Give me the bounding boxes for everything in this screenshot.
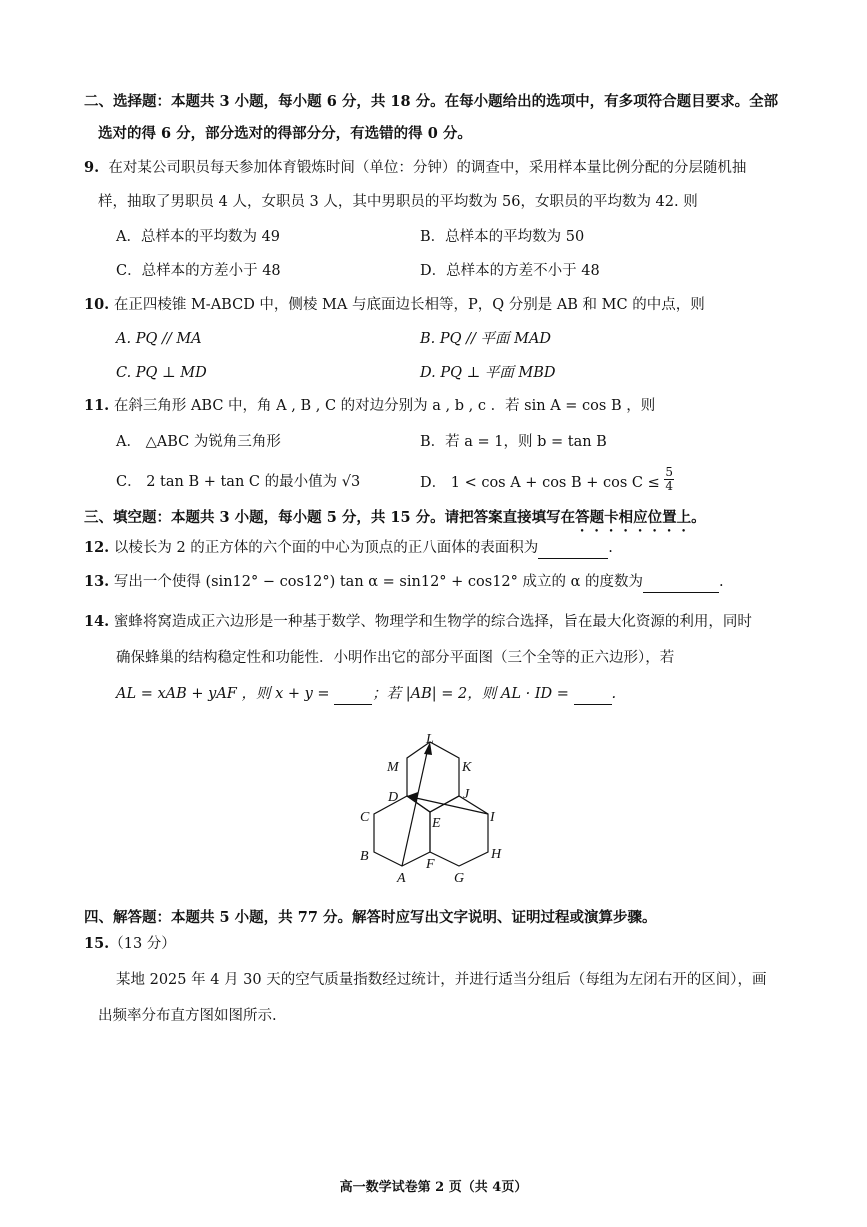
q13-line — [84, 572, 724, 593]
q9-option-b: B．总样本的平均数为 50 — [420, 229, 585, 245]
q14-line1 — [84, 612, 752, 632]
fraction-numerator: 5 — [665, 465, 673, 479]
q13-number: 13. — [84, 573, 110, 590]
q11-number: 11. — [84, 397, 110, 414]
q9-stem1: 在对某公司职员每天参加体育锻炼时间（单位：分钟）的调查中，采用样本量比例分配的分层随机抽 — [108, 160, 747, 176]
q13-blank[interactable] — [643, 572, 719, 593]
q9-stem-line2: 样，抽取了男职员 4 人，女职员 3 人，其中男职员的平均数为 56，女职员的平均数为 42. 则 — [98, 194, 698, 210]
label-j: J — [463, 787, 470, 802]
q11-option-d — [420, 466, 674, 493]
section4-heading: 四、解答题：本题共 5 小题，共 77 分。解答时应写出文字说明、证明过程或演算步骤。 — [84, 909, 657, 926]
q10-option-d: D. PQ ⊥ 平面 MBD — [420, 365, 556, 381]
section2-heading-line1: 二、选择题：本题共 3 小题，每小题 6 分，共 18 分。在每小题给出的选项中，有多项符合题目要求。全部 — [84, 93, 779, 110]
q15-score: （13 分） — [109, 936, 176, 952]
q11-option-c: C． 2 tan B + tan C 的最小值为 √3 — [116, 474, 361, 490]
label-h: H — [491, 847, 502, 862]
q9-option-d: D．总样本的方差不小于 48 — [420, 263, 600, 279]
q10-stem-line — [84, 295, 705, 315]
q14-stem3b: ；若 |AB| = 2，则 AL · ID = — [372, 686, 569, 702]
q15-number: 15. — [84, 935, 110, 952]
q14-blank2[interactable] — [574, 684, 612, 705]
label-m: M — [387, 760, 399, 775]
vector-al — [402, 748, 428, 866]
q12-blank[interactable] — [538, 538, 608, 559]
q12-end: . — [608, 540, 613, 556]
label-g: G — [454, 871, 465, 886]
label-f: F — [426, 857, 435, 872]
q11-option-d-text: D． 1 < cos A + cos B + cos C ≤ — [420, 474, 660, 491]
q15-header — [84, 934, 176, 954]
q12-line — [84, 538, 613, 559]
q12-number: 12. — [84, 539, 110, 556]
section2-heading-line2: 选对的得 6 分，部分选对的得部分分，有选错的得 0 分。 — [98, 125, 472, 142]
hexagon-left — [374, 796, 430, 866]
label-b: B — [360, 849, 369, 864]
q13-stem: 写出一个使得 (sin12° − cos12°) tan α = sin12° + cos12° 成立的 α 的度数为 — [113, 574, 644, 590]
q14-line3 — [116, 684, 616, 705]
q11-option-a: A． △ABC 为锐角三角形 — [116, 434, 281, 450]
label-k: K — [462, 760, 472, 775]
section3-heading — [84, 508, 706, 535]
q10-option-b: B. PQ // 平面 MAD — [420, 331, 552, 347]
hexagon-figure — [350, 730, 520, 890]
label-l: L — [426, 732, 434, 747]
label-c: C — [360, 810, 370, 825]
q14-line2: 确保蜂巢的结构稳定性和功能性．小明作出它的部分平面图（三个全等的正六边形），若 — [116, 650, 675, 666]
page-footer: 高一数学试卷第 2 页（共 4页） — [339, 1180, 528, 1195]
q11-stem: 在斜三角形 ABC 中，角 A , B , C 的对边分别为 a , b , c ．若 sin A = cos B ，则 — [113, 398, 656, 414]
label-i: I — [490, 810, 495, 825]
hexagon-right — [430, 796, 488, 866]
q11-fraction — [664, 466, 674, 493]
q15-body-line1: 某地 2025 年 4 月 30 天的空气质量指数经过统计，并进行适当分组后（每组为左闭右开的区间），画 — [116, 972, 767, 988]
q14-number: 14. — [84, 613, 110, 630]
q9-number: 9. — [84, 159, 100, 176]
q9-stem-line1 — [84, 158, 746, 178]
section3-end: 。 — [691, 509, 706, 526]
q14-stem3a: AL = xAB + yAF ，则 x + y = — [116, 686, 330, 702]
q13-end: . — [719, 574, 724, 590]
q15-body-line2: 出频率分布直方图如图所示. — [98, 1008, 277, 1024]
q14-stem1: 蜜蜂将窝造成正六边形是一种基于数学、物理学和生物学的综合选择，旨在最大化资源的利用，同时 — [113, 614, 752, 630]
q10-option-a: A. PQ // MA — [116, 331, 202, 347]
section3-dotted-text: 答题卡相应位置上 — [575, 509, 692, 526]
q10-option-c: C. PQ ⊥ MD — [116, 365, 207, 381]
q10-stem: 在正四棱锥 M-ABCD 中，侧棱 MA 与底面边长相等，P，Q 分别是 AB 和 MC 的中点，则 — [113, 297, 705, 313]
q12-stem: 以棱长为 2 的正方体的六个面的中心为顶点的正八面体的表面积为 — [113, 540, 539, 556]
q10-number: 10. — [84, 296, 110, 313]
q9-option-c: C．总样本的方差小于 48 — [116, 263, 281, 279]
q14-stem3c: . — [611, 686, 617, 702]
label-d: D — [388, 790, 399, 805]
q14-blank1[interactable] — [334, 684, 372, 705]
q11-option-b: B．若 a = 1，则 b = tan B — [420, 434, 607, 450]
section3-text: 三、填空题：本题共 3 小题，每小题 5 分，共 15 分。请把答案直接填写在 — [84, 509, 576, 526]
label-a: A — [397, 871, 406, 886]
label-e: E — [432, 816, 441, 831]
q9-option-a: A．总样本的平均数为 49 — [116, 229, 281, 245]
q11-stem-line — [84, 396, 655, 416]
fraction-denominator: 4 — [665, 479, 673, 493]
